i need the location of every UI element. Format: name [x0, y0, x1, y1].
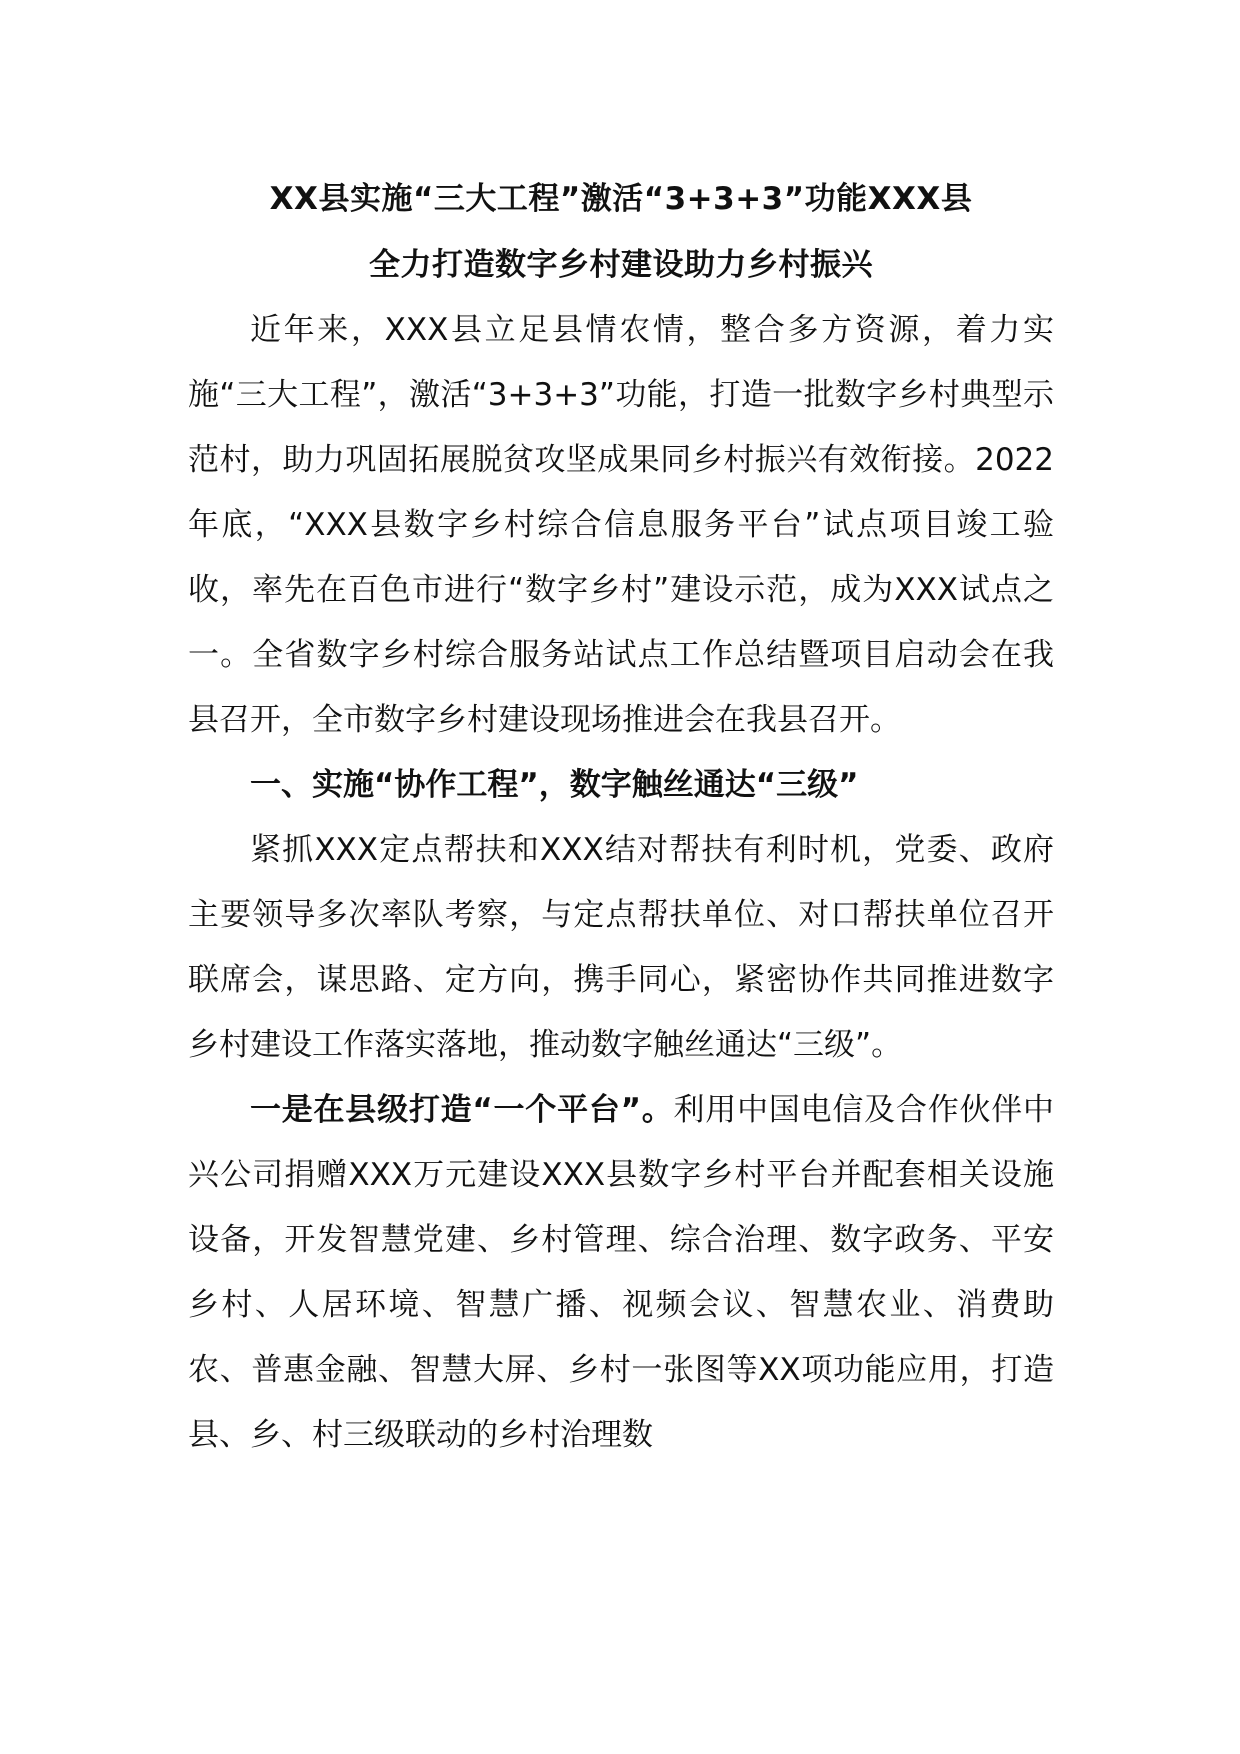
- section-1-paragraph: 紧抓XXX定点帮扶和XXX结对帮扶有利时机，党委、政府主要领导多次率队考察，与定点帮扶单位、对口帮扶单位召开联席会，谋思路、定方向，携手同心，紧密协作共同推进数字乡村建设工作落实落地，推动数字触丝通达“三级”。: [188, 832, 1054, 1063]
- point-1-lead: 一是在县级打造“一个平台”。: [250, 1092, 674, 1128]
- title-line-1: XX县实施“三大工程”激活“3+3+3”功能XXX县: [269, 181, 973, 217]
- point-1-paragraph: [188, 1078, 1054, 1468]
- document-title: [188, 166, 1054, 298]
- title-line-2: 全力打造数字乡村建设助力乡村振兴: [369, 247, 873, 283]
- point-1-text: 利用中国电信及合作伙伴中兴公司捐赠XXX万元建设XXX县数字乡村平台并配套相关设施设备，开发智慧党建、乡村管理、综合治理、数字政务、平安乡村、人居环境、智慧广播、视频会议、智慧农业、消费助农、普惠金融、智慧大屏、乡村一张图等XX项功能应用，打造县、乡、村三级联动的乡村治理数: [188, 1092, 1055, 1453]
- section-1-heading: 一、实施“协作工程”，数字触丝通达“三级”: [250, 767, 859, 803]
- document-page: [188, 166, 1054, 1468]
- intro-paragraph: 近年来，XXX县立足县情农情，整合多方资源，着力实施“三大工程”，激活“3+3+3”功能，打造一批数字乡村典型示范村，助力巩固拓展脱贫攻坚成果同乡村振兴有效衔接。2022年底，“XXX县数字乡村综合信息服务平台”试点项目竣工验收，率先在百色市进行“数字乡村”建设示范，成为XXX试点之一。全省数字乡村综合服务站试点工作总结暨项目启动会在我县召开，全市数字乡村建设现场推进会在我县召开。: [188, 312, 1054, 738]
